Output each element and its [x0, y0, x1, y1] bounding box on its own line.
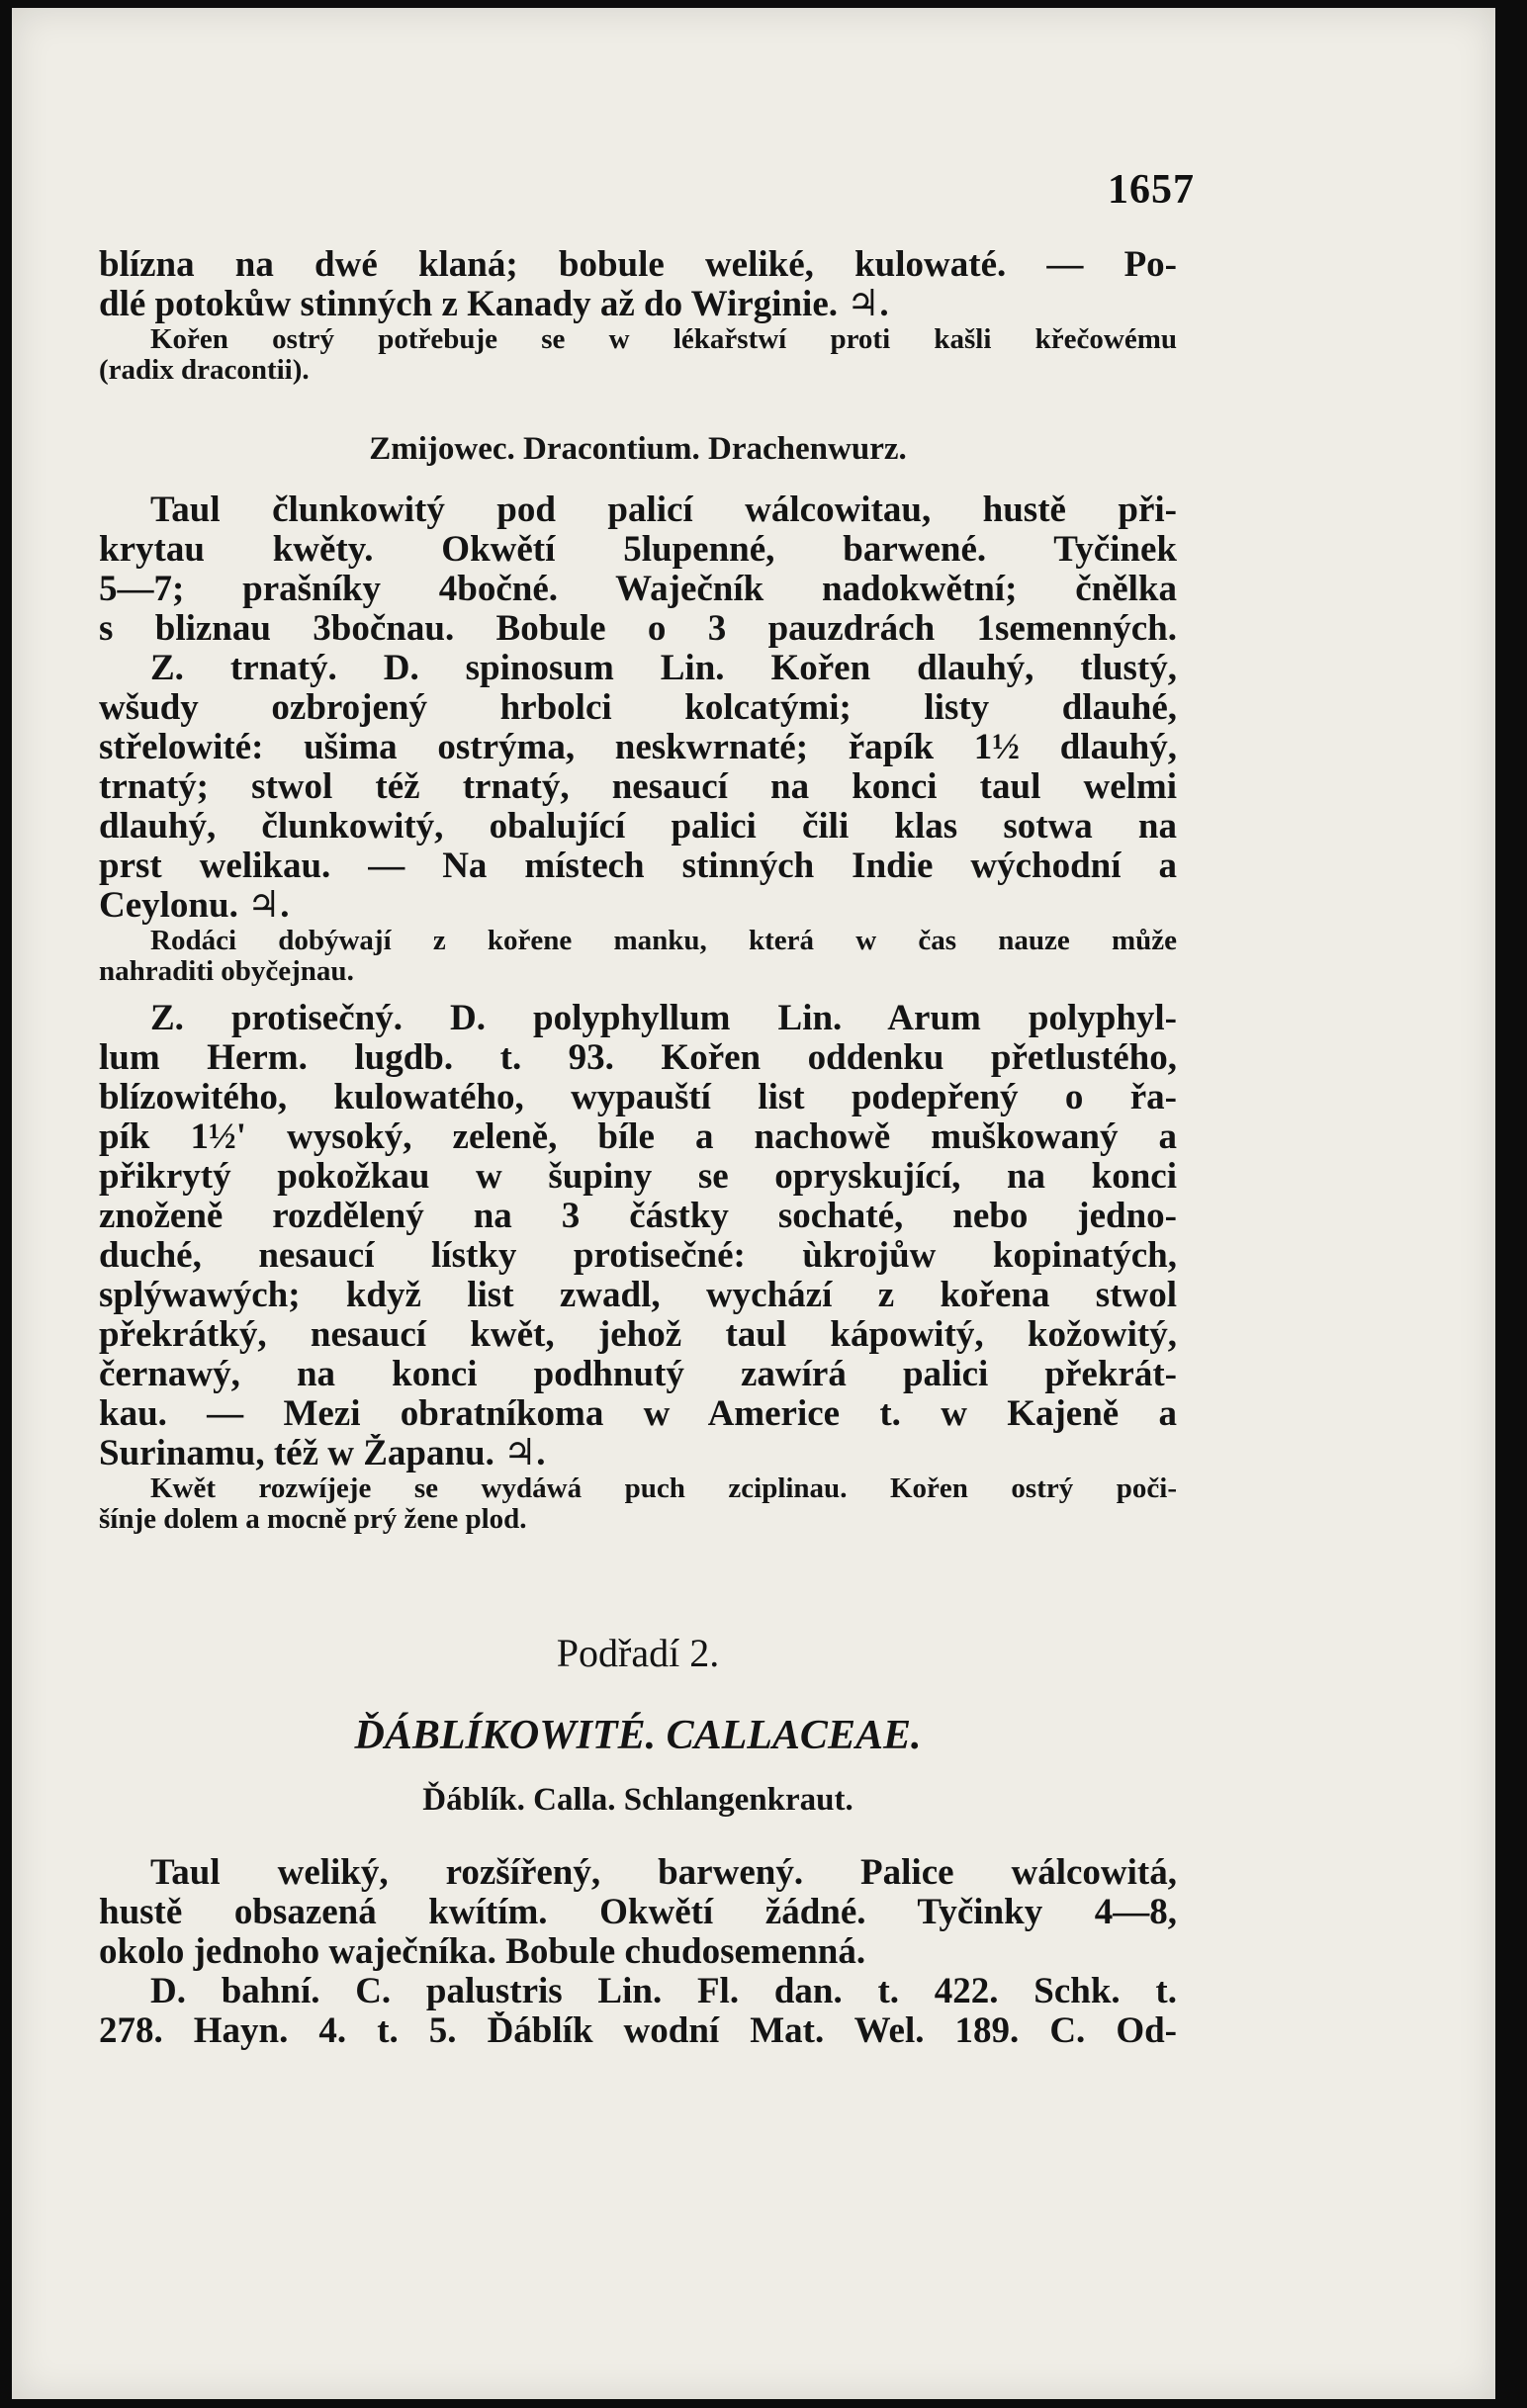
text-line: střelowité: ušima ostrýma, neskwrnaté; řapík 1½ dlauhý,: [99, 728, 1177, 767]
family-heading: ĎÁBLÍKOWITÉ. CALLACEAE.: [354, 1713, 922, 1758]
text-line: krytau kwěty. Okwětí 5lupenné, barwené. Tyčinek: [99, 530, 1177, 570]
spacer: [99, 1824, 1177, 1853]
book-page: [12, 8, 1495, 2399]
text-line: dlauhý, člunkowitý, obalující palici čili klas sotwa na: [99, 807, 1177, 847]
text-line: 5—7; prašníky 4bočné. Waječník nadokwětní; čnělka: [99, 570, 1177, 609]
text-line: blízna na dwé klaná; bobule weliké, kulowaté. — Po-: [99, 245, 1177, 285]
spacer: [99, 386, 1177, 425]
genus-heading: Ďáblík. Calla. Schlangenkraut.: [422, 1782, 853, 1818]
text-line: trnatý; stwol též trnatý, nesaucí na konci taul welmi: [99, 767, 1177, 807]
species-line: Z. protisečný. D. polyphyllum Lin. Arum polyphyl-: [150, 999, 1177, 1038]
text-line: znoženě rozdělený na 3 částky sochaté, nebo jedno-: [99, 1197, 1177, 1236]
text-line: Taul člunkowitý pod palicí wálcowitau, hustě při-: [150, 491, 1177, 530]
text-line: dlé potokůw stinných z Kanady až do Wirginie. ♃.: [99, 285, 889, 324]
spacer: [99, 473, 1177, 491]
page-text: [99, 245, 1177, 2051]
species-line: D. bahní. C. palustris Lin. Fl. dan. t. 422. Schk. t.: [150, 1972, 1177, 2011]
text-line: splýwawých; když list zwadl, wychází z kořena stwol: [99, 1276, 1177, 1315]
genus-heading: Zmijowec. Dracontium. Drachenwurz.: [369, 431, 907, 467]
text-line: Taul weliký, rozšířený, barwený. Palice wálcowitá,: [150, 1853, 1177, 1893]
text-line: překrátký, nesaucí kwět, jehož taul kápowitý, kožowitý,: [99, 1315, 1177, 1355]
species-line: Z. trnatý. D. spinosum Lin. Kořen dlauhý, tlustý,: [150, 649, 1177, 688]
page-number: 1657: [1108, 167, 1195, 213]
note-line: nahraditi obyčejnau.: [99, 956, 354, 987]
text-line: duché, nesaucí lístky protisečné: ùkrojůw kopinatých,: [99, 1236, 1177, 1276]
note-line: Kwět rozwíjeje se wydáwá puch zciplinau. Kořen ostrý poči-: [150, 1473, 1177, 1504]
text-line: 278. Hayn. 4. t. 5. Ďáblík wodní Mat. Wel. 189. C. Od-: [99, 2011, 1177, 2051]
spacer: [99, 1768, 1177, 1776]
note-line: Kořen ostrý potřebuje se w lékařstwí proti kašli křečowému: [150, 324, 1177, 355]
text-line: prst welikau. — Na místech stinných Indie wýchodní a: [99, 847, 1177, 886]
text-line: Surinamu, též w Žapanu. ♃.: [99, 1434, 546, 1473]
spacer: [99, 1535, 1177, 1624]
note-line: šínje dolem a mocně prý žene plod.: [99, 1504, 527, 1535]
text-line: okolo jednoho waječníka. Bobule chudosemenná.: [99, 1932, 866, 1972]
note-line: Rodáci dobýwají z kořene manku, která w čas nauze může: [150, 926, 1177, 956]
text-line: Ceylonu. ♃.: [99, 886, 290, 926]
text-line: wšudy ozbrojený hrbolci kolcatými; listy dlauhé,: [99, 688, 1177, 728]
text-line: hustě obsazená kwítím. Okwětí žádné. Tyčinky 4—8,: [99, 1893, 1177, 1932]
spacer: [99, 987, 1177, 999]
text-line: kau. — Mezi obratníkoma w Americe t. w Kajeně a: [99, 1394, 1177, 1434]
text-line: s bliznau 3bočnau. Bobule o 3 pauzdrách 1semenných.: [99, 609, 1177, 649]
subfamily-heading: Podřadí 2.: [556, 1631, 720, 1675]
note-line: (radix dracontii).: [99, 355, 310, 386]
text-line: blízowitého, kulowatého, wypauští list podepřený o řa-: [99, 1078, 1177, 1117]
spacer: [99, 1683, 1177, 1703]
text-line: lum Herm. lugdb. t. 93. Kořen oddenku přetlustého,: [99, 1038, 1177, 1078]
text-line: černawý, na konci podhnutý zawírá palici překrát-: [99, 1355, 1177, 1394]
text-line: pík 1½' wysoký, zeleně, bíle a nachowě muškowaný a: [99, 1117, 1177, 1157]
text-line: přikrytý pokožkau w šupiny se opryskující, na konci: [99, 1157, 1177, 1197]
